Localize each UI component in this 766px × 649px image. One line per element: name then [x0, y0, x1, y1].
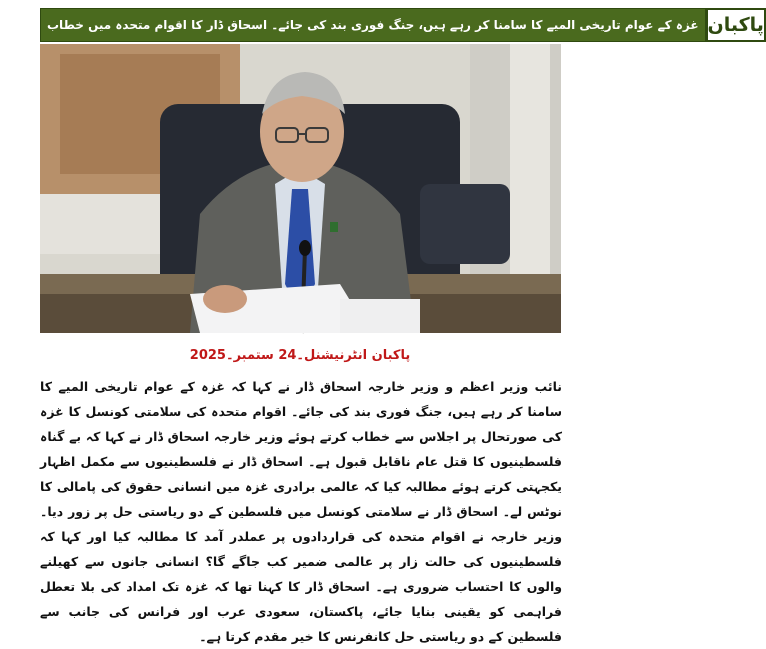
news-photo: [40, 44, 561, 333]
header: [40, 8, 764, 42]
brand-name: پاکبان: [707, 14, 764, 36]
person-reading-speech-photo-icon: [40, 44, 561, 333]
dateline: پاکبان انٹرنیشنل۔24 ستمبر۔2025: [189, 348, 411, 363]
article-body: نائب وزیر اعظم و وزیر خارجہ اسحاق ڈار نے کہا کہ غزہ کے عوام تاریخی المیے کا سامنا کر رہے ہیں، جنگ فوری بند کی جائے۔ اقوام متحدہ کی سلامتی کونسل کا غزہ کی صورتحال پر اجلاس سے خطاب کرتے ہوئے وزیر خارجہ اسحاق ڈار نے کہا کہ بے گناہ فلسطینیوں کا قتل عام ناقابل قبول ہے۔ اسحاق ڈار نے فلسطینیوں سے مکمل اظہار یکجہتی کرتے ہوئے مطالبہ کیا کہ عالمی برادری غزہ میں انسانی حقوق کی پامالی کا نوٹس لے۔ اسحاق ڈار نے سلامتی کونسل میں فلسطین کے دو ریاستی حل پر زور دیا۔ وزیر خارجہ نے اقوام متحدہ کی قراردادوں پر عملدر آمد کا مطالبہ کیا اور کہا کہ فلسطینیوں کی حالت زار پر عالمی ضمیر کب جاگے گا؟ انسانی جانوں سے کھیلنے والوں کا احتساب ضروری ہے۔ اسحاق ڈار کا کہنا تھا کہ غزہ تک امداد کی بلا تعطل فراہمی کو یقینی بنایا جائے، پاکستان، سعودی عرب اور فرانس کی جانب سے فلسطین کے دو ریاستی حل کانفرنس کا خیر مقدم کرتا ہے۔: [40, 379, 562, 644]
headline-text: غزہ کے عوام تاریخی المیے کا سامنا کر رہے ہیں، جنگ فوری بند کی جائے۔ اسحاق ڈار کا اقوام متحدہ میں خطاب: [47, 18, 699, 32]
brand-logo: [706, 8, 766, 42]
headline-bar: [40, 8, 706, 42]
